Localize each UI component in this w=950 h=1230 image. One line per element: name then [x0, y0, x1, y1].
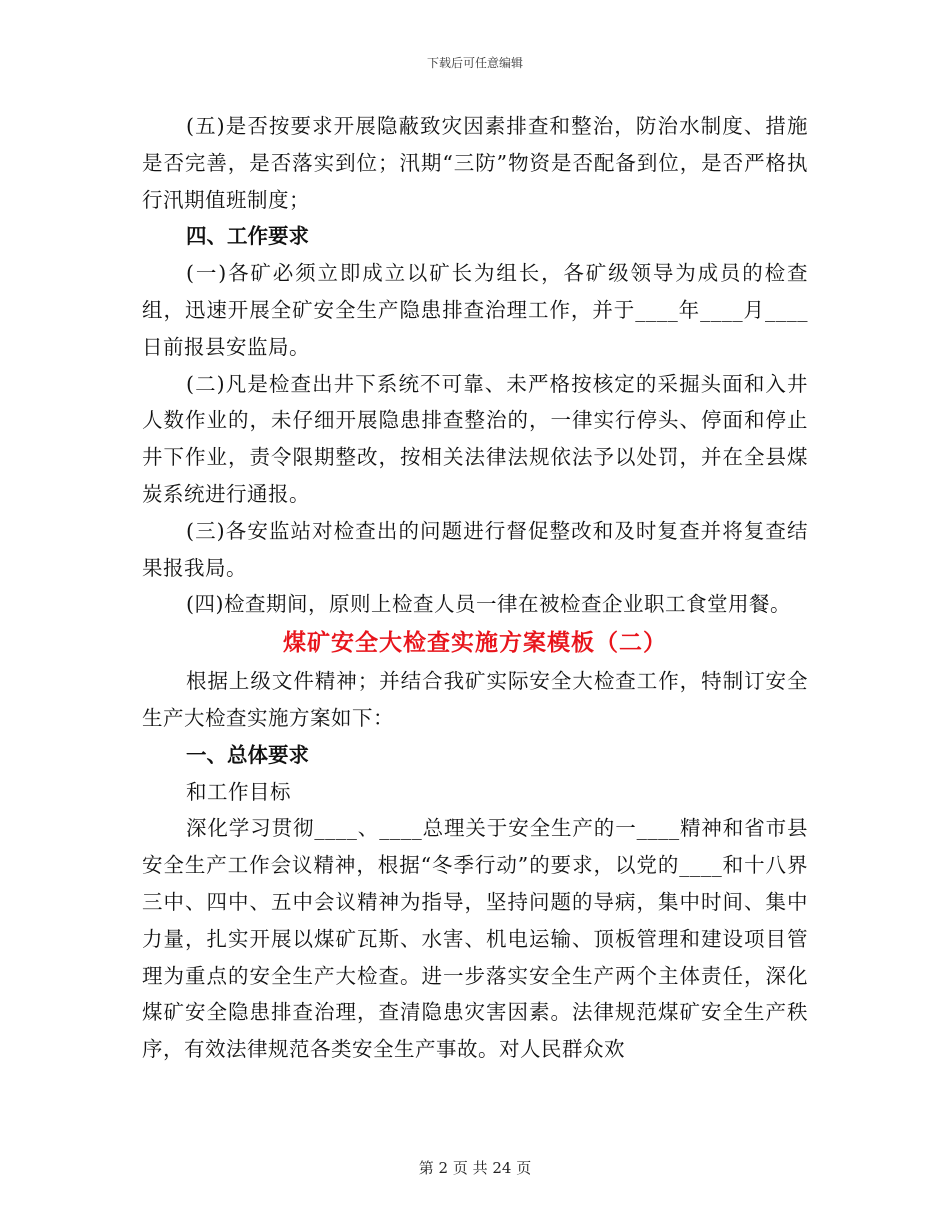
paragraph: (三)各安监站对检查出的问题进行督促整改和及时复查并将复查结果报我局。 [142, 518, 808, 580]
document-title: 煤矿安全大检查实施方案模板（二） [283, 630, 667, 657]
paragraph: 根据上级文件精神；并结合我矿实际安全大检查工作，特制订安全生产大检查实施方案如下： [142, 669, 808, 730]
paragraph: (一)各矿必须立即成立以矿长为组长，各矿级领导为成员的检查组，迅速开展全矿安全生产隐患排查治理工作，并于____年____月____日前报县安监局。 [142, 261, 808, 359]
paragraph: (二)凡是检查出井下系统不可靠、未严格按核定的采掘头面和入井人数作业的，未仔细开展隐患排查整治的，一律实行停头、停面和停止井下作业，责令限期整改，按相关法律法规依法予以处罚，并在全县煤炭系统进行通报。 [142, 371, 808, 506]
document-body [142, 108, 808, 1068]
paragraph: 深化学习贯彻____、____总理关于安全生产的一____精神和省市县安全生产工作会议精神，根据“冬季行动”的要求，以党的____和十八界三中、四中、五中会议精神为指导，坚持问题的导病，集中时间、集中力量，扎实开展以煤矿瓦斯、水害、机电运输、顶板管理和建设项目管理为重点的安全生产大检查。进一步落实安全生产两个主体责任，深化煤矿安全隐患排查治理，查清隐患灾害因素。法律规范煤矿安全生产秩序，有效法律规范各类安全生产事故。对人民群众欢 [142, 816, 808, 1062]
paragraph: (四)检查期间，原则上检查人员一律在被检查企业职工食堂用餐。 [186, 592, 791, 617]
paragraph: 和工作目标 [186, 779, 291, 804]
section-heading: 一、总体要求 [186, 742, 309, 767]
section-heading: 四、工作要求 [186, 224, 309, 249]
paragraph: (五)是否按要求开展隐蔽致灾因素排查和整治，防治水制度、措施是否完善，是否落实到位；汛期“三防”物资是否配备到位，是否严格执行汛期值班制度； [142, 114, 808, 212]
page-header: 下载后可任意编辑 [426, 56, 523, 70]
page-footer: 第 2 页 共 24 页 [418, 1159, 532, 1177]
